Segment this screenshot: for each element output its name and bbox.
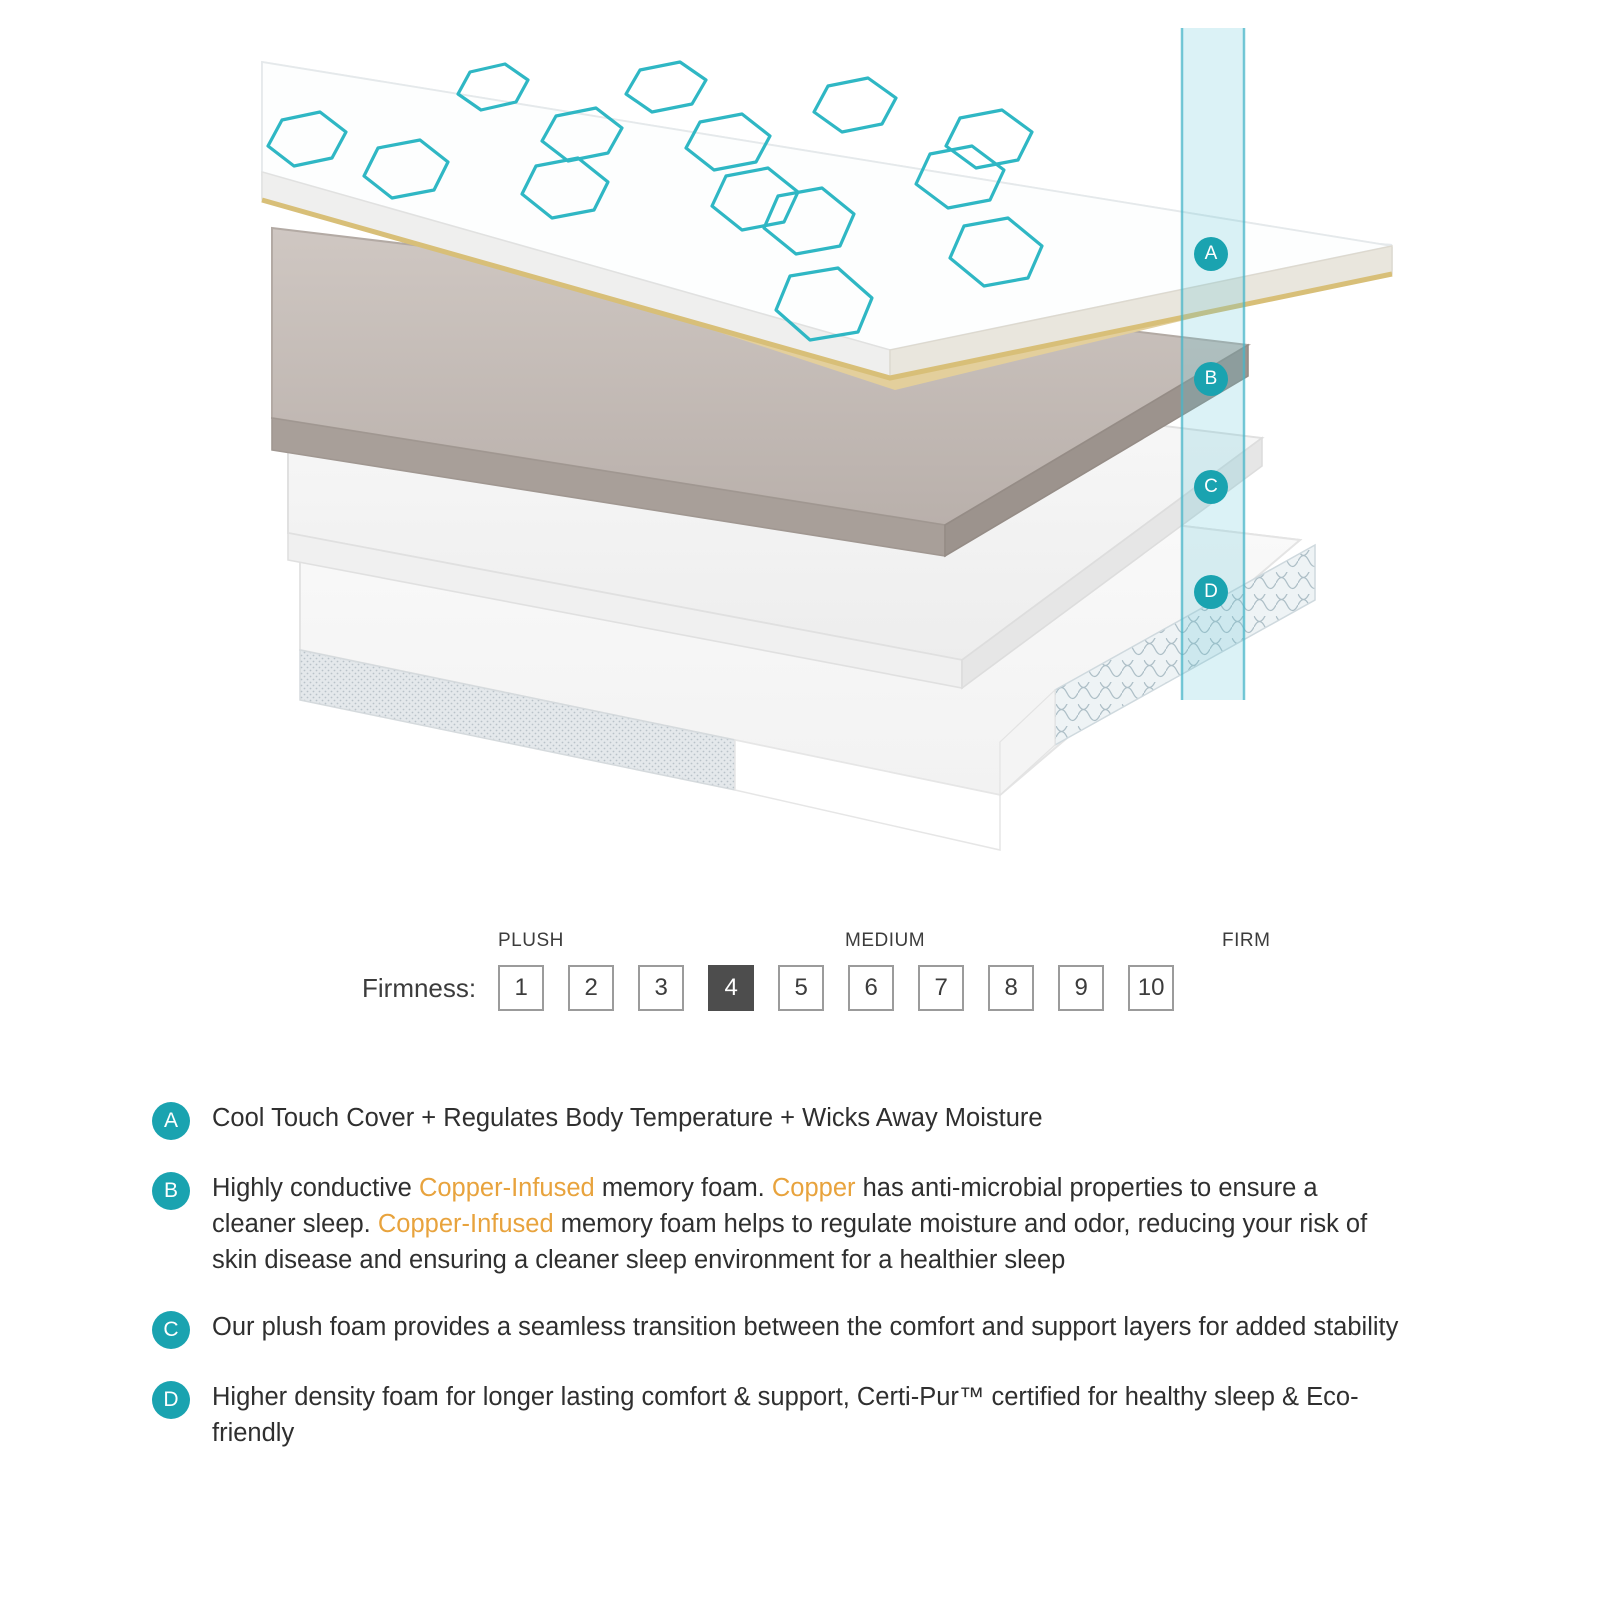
legend-text-b [212, 1170, 1400, 1279]
firmness-scale-labels [0, 925, 1600, 955]
firmness-box-9[interactable]: 9 [1058, 965, 1104, 1011]
firmness-label-medium: MEDIUM [845, 930, 926, 951]
firmness-box-7[interactable]: 7 [918, 965, 964, 1011]
legend-text-a: Cool Touch Cover + Regulates Body Temperature + Wicks Away Moisture [212, 1104, 1043, 1132]
firmness-box-1[interactable]: 1 [498, 965, 544, 1011]
callout-b-icon: B [1194, 362, 1228, 396]
legend-list [0, 1100, 1600, 1481]
legend-item-a [0, 1100, 1600, 1140]
firmness-box-5[interactable]: 5 [778, 965, 824, 1011]
firmness-box-10[interactable]: 10 [1128, 965, 1174, 1011]
firmness-title: Firmness: [362, 972, 477, 1003]
legend-badge-c-icon: C [152, 1311, 190, 1349]
legend-b-part-2: memory foam. [594, 1174, 772, 1202]
legend-item-d [0, 1379, 1600, 1451]
legend-item-c [0, 1309, 1600, 1349]
legend-b-part-4: has anti-microbial properties to ensure a cleaner sleep. [212, 1174, 1318, 1239]
firmness-label-plush: PLUSH [498, 930, 564, 951]
firmness-box-8[interactable]: 8 [988, 965, 1034, 1011]
legend-b-part-0: Highly conductive [212, 1174, 419, 1202]
legend-b-part-3: Copper [771, 1174, 856, 1202]
legend-text-c: Our plush foam provides a seamless transition between the comfort and support layers for added stability [212, 1312, 1399, 1341]
legend-b-part-1: Copper-Infused [418, 1174, 595, 1202]
firmness-box-6[interactable]: 6 [848, 965, 894, 1011]
firmness-box-4-selected[interactable]: 4 [708, 965, 754, 1011]
legend-badge-b-icon: B [152, 1172, 190, 1210]
firmness-box-2[interactable]: 2 [568, 965, 614, 1011]
callout-d-icon: D [1194, 575, 1228, 609]
firmness-label-firm: FIRM [1222, 930, 1271, 951]
legend-b-part-6: memory foam helps to regulate moisture and odor, reducing your risk of skin disease and ensuring a cleaner sleep environment for a healthier sleep [212, 1210, 1368, 1275]
callout-c-icon: C [1194, 470, 1228, 504]
firmness-scale [0, 925, 1600, 1065]
firmness-box-3[interactable]: 3 [638, 965, 684, 1011]
legend-item-b [0, 1170, 1600, 1279]
legend-b-part-5: Copper-Infused [377, 1210, 554, 1239]
legend-badge-d-icon: D [152, 1381, 190, 1419]
legend-text-d: Higher density foam for longer lasting comfort & support, Certi-Pur™ certified for healthy sleep & Eco-friendly [212, 1382, 1359, 1447]
callout-a-icon: A [1194, 237, 1228, 271]
legend-badge-a-icon: A [152, 1102, 190, 1140]
firmness-row [362, 965, 1174, 1011]
